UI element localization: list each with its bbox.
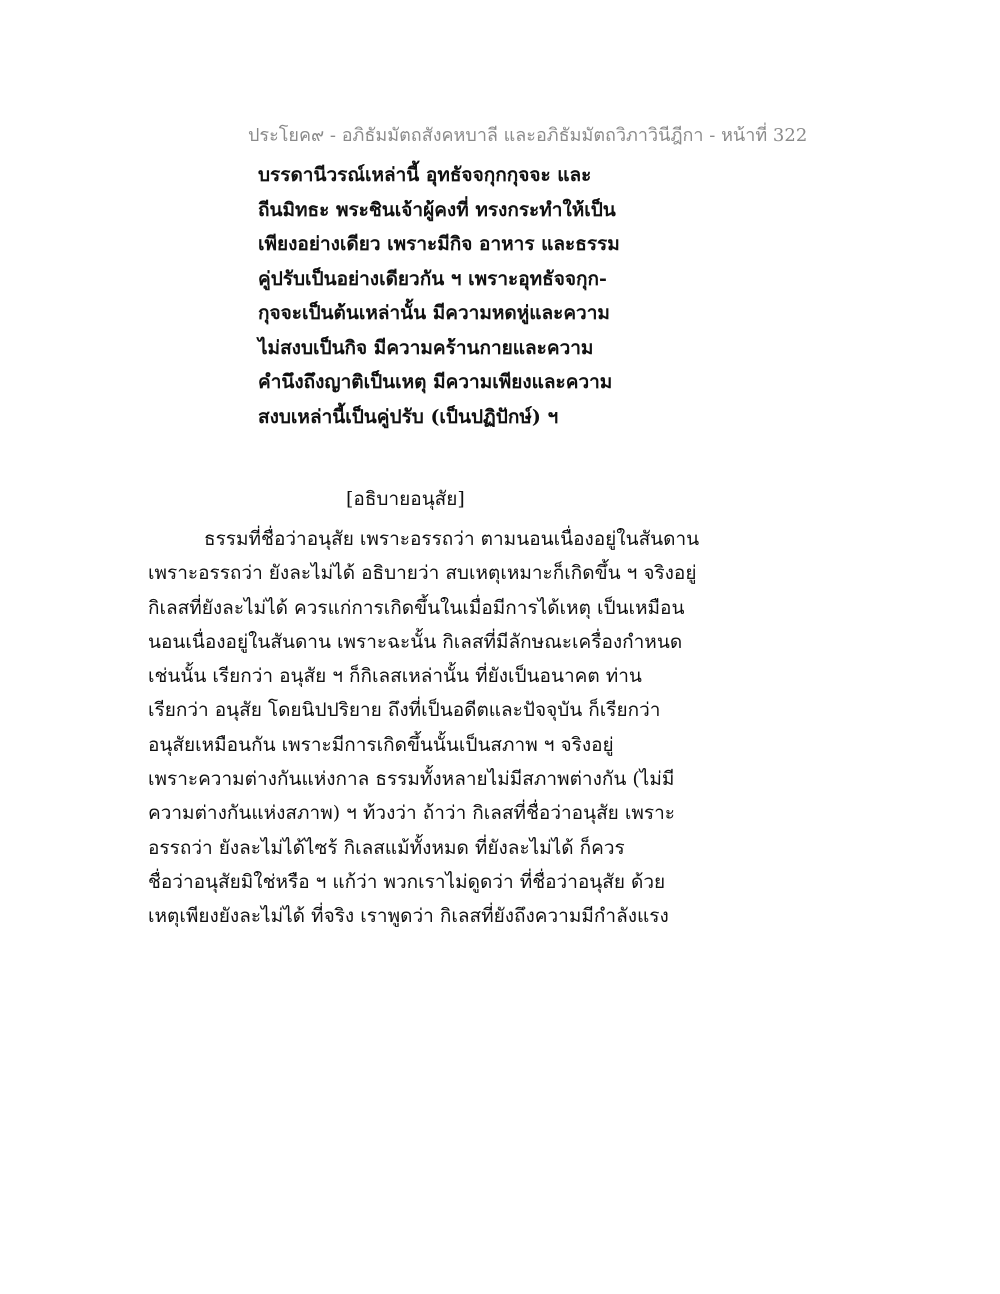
verse-line: ไม่สงบเป็นกิจ มีความคร้านกายและความ xyxy=(258,336,594,359)
body-line: เหตุเพียงยังละไม่ได้ ที่จริง เราพูดว่า กิเลสที่ยังถึงความมีกำลังแรง xyxy=(148,905,669,928)
body-line: เช่นนั้น เรียกว่า อนุสัย ฯ ก็กิเลสเหล่านั้น ที่ยังเป็นอนาคต ท่าน xyxy=(148,665,642,688)
body-line: ธรรมที่ชื่อว่าอนุสัย เพราะอรรถว่า ตามนอนเนื่องอยู่ในสันดาน xyxy=(204,528,700,550)
body-line: กิเลสที่ยังละไม่ได้ ควรแก่การเกิดขึ้นในเมื่อมีการได้เหตุ เป็นเหมือน xyxy=(148,596,685,619)
body-line: ชื่อว่าอนุสัยมิใช่หรือ ฯ แก้ว่า พวกเราไม่ดูดว่า ที่ชื่อว่าอนุสัย ด้วย xyxy=(148,870,666,893)
verse-line: คำนึงถึงญาติเป็นเหตุ มีความเพียงและความ xyxy=(258,371,613,393)
verse-line: กุจจะเป็นต้นเหล่านั้น มีความหดหู่และความ xyxy=(258,302,610,324)
running-header: ประโยค๙ - อภิธัมมัตถสังคหบาลี และอภิธัมมัตถวิภาวินีฎีกา - หน้าที่ 322 xyxy=(248,125,808,146)
body-line: เพราะความต่างกันแห่งกาล ธรรมทั้งหลายไม่มีสภาพต่างกัน (ไม่มี xyxy=(148,768,675,791)
body-paragraph xyxy=(148,522,708,934)
section-heading: [อธิบายอนุสัย] xyxy=(346,488,465,510)
verse-line: เพียงอย่างเดียว เพราะมีกิจ อาหาร และธรรม xyxy=(258,233,620,255)
body-line: นอนเนื่องอยู่ในสันดาน เพราะฉะนั้น กิเลสที่มีลักษณะเครื่องกำหนด xyxy=(148,630,683,653)
body-line: เพราะอรรถว่า ยังละไม่ได้ อธิบายว่า สบเหตุเหมาะก็เกิดขึ้น ฯ จริงอยู่ xyxy=(148,562,697,585)
verse-line: ถีนมิทธะ พระชินเจ้าผู้คงที่ ทรงกระทำให้เป็น xyxy=(258,198,616,221)
verse-line: บรรดานีวรณ์เหล่านี้ อุทธัจจกุกกุจจะ และ xyxy=(258,164,592,186)
body-line: อรรถว่า ยังละไม่ได้ไซร้ กิเลสแม้ทั้งหมด ที่ยังละไม่ได้ ก็ควร xyxy=(148,836,625,859)
body-line: ความต่างกันแห่งสภาพ) ฯ ท้วงว่า ถ้าว่า กิเลสที่ชื่อว่าอนุสัย เพราะ xyxy=(148,802,675,825)
body-line: อนุสัยเหมือนกัน เพราะมีการเกิดขึ้นนั้นเป็นสภาพ ฯ จริงอยู่ xyxy=(148,733,614,756)
verse-line: คู่ปรับเป็นอย่างเดียวกัน ฯ เพราะอุทธัจจกุก- xyxy=(258,267,607,290)
verse-line: สงบเหล่านี้เป็นคู่ปรับ (เป็นปฏิปักษ์) ฯ xyxy=(258,405,559,428)
body-line: เรียกว่า อนุสัย โดยนิปปริยาย ถึงที่เป็นอดีตและปัจจุบัน ก็เรียกว่า xyxy=(148,699,661,722)
verse-block xyxy=(258,158,738,434)
